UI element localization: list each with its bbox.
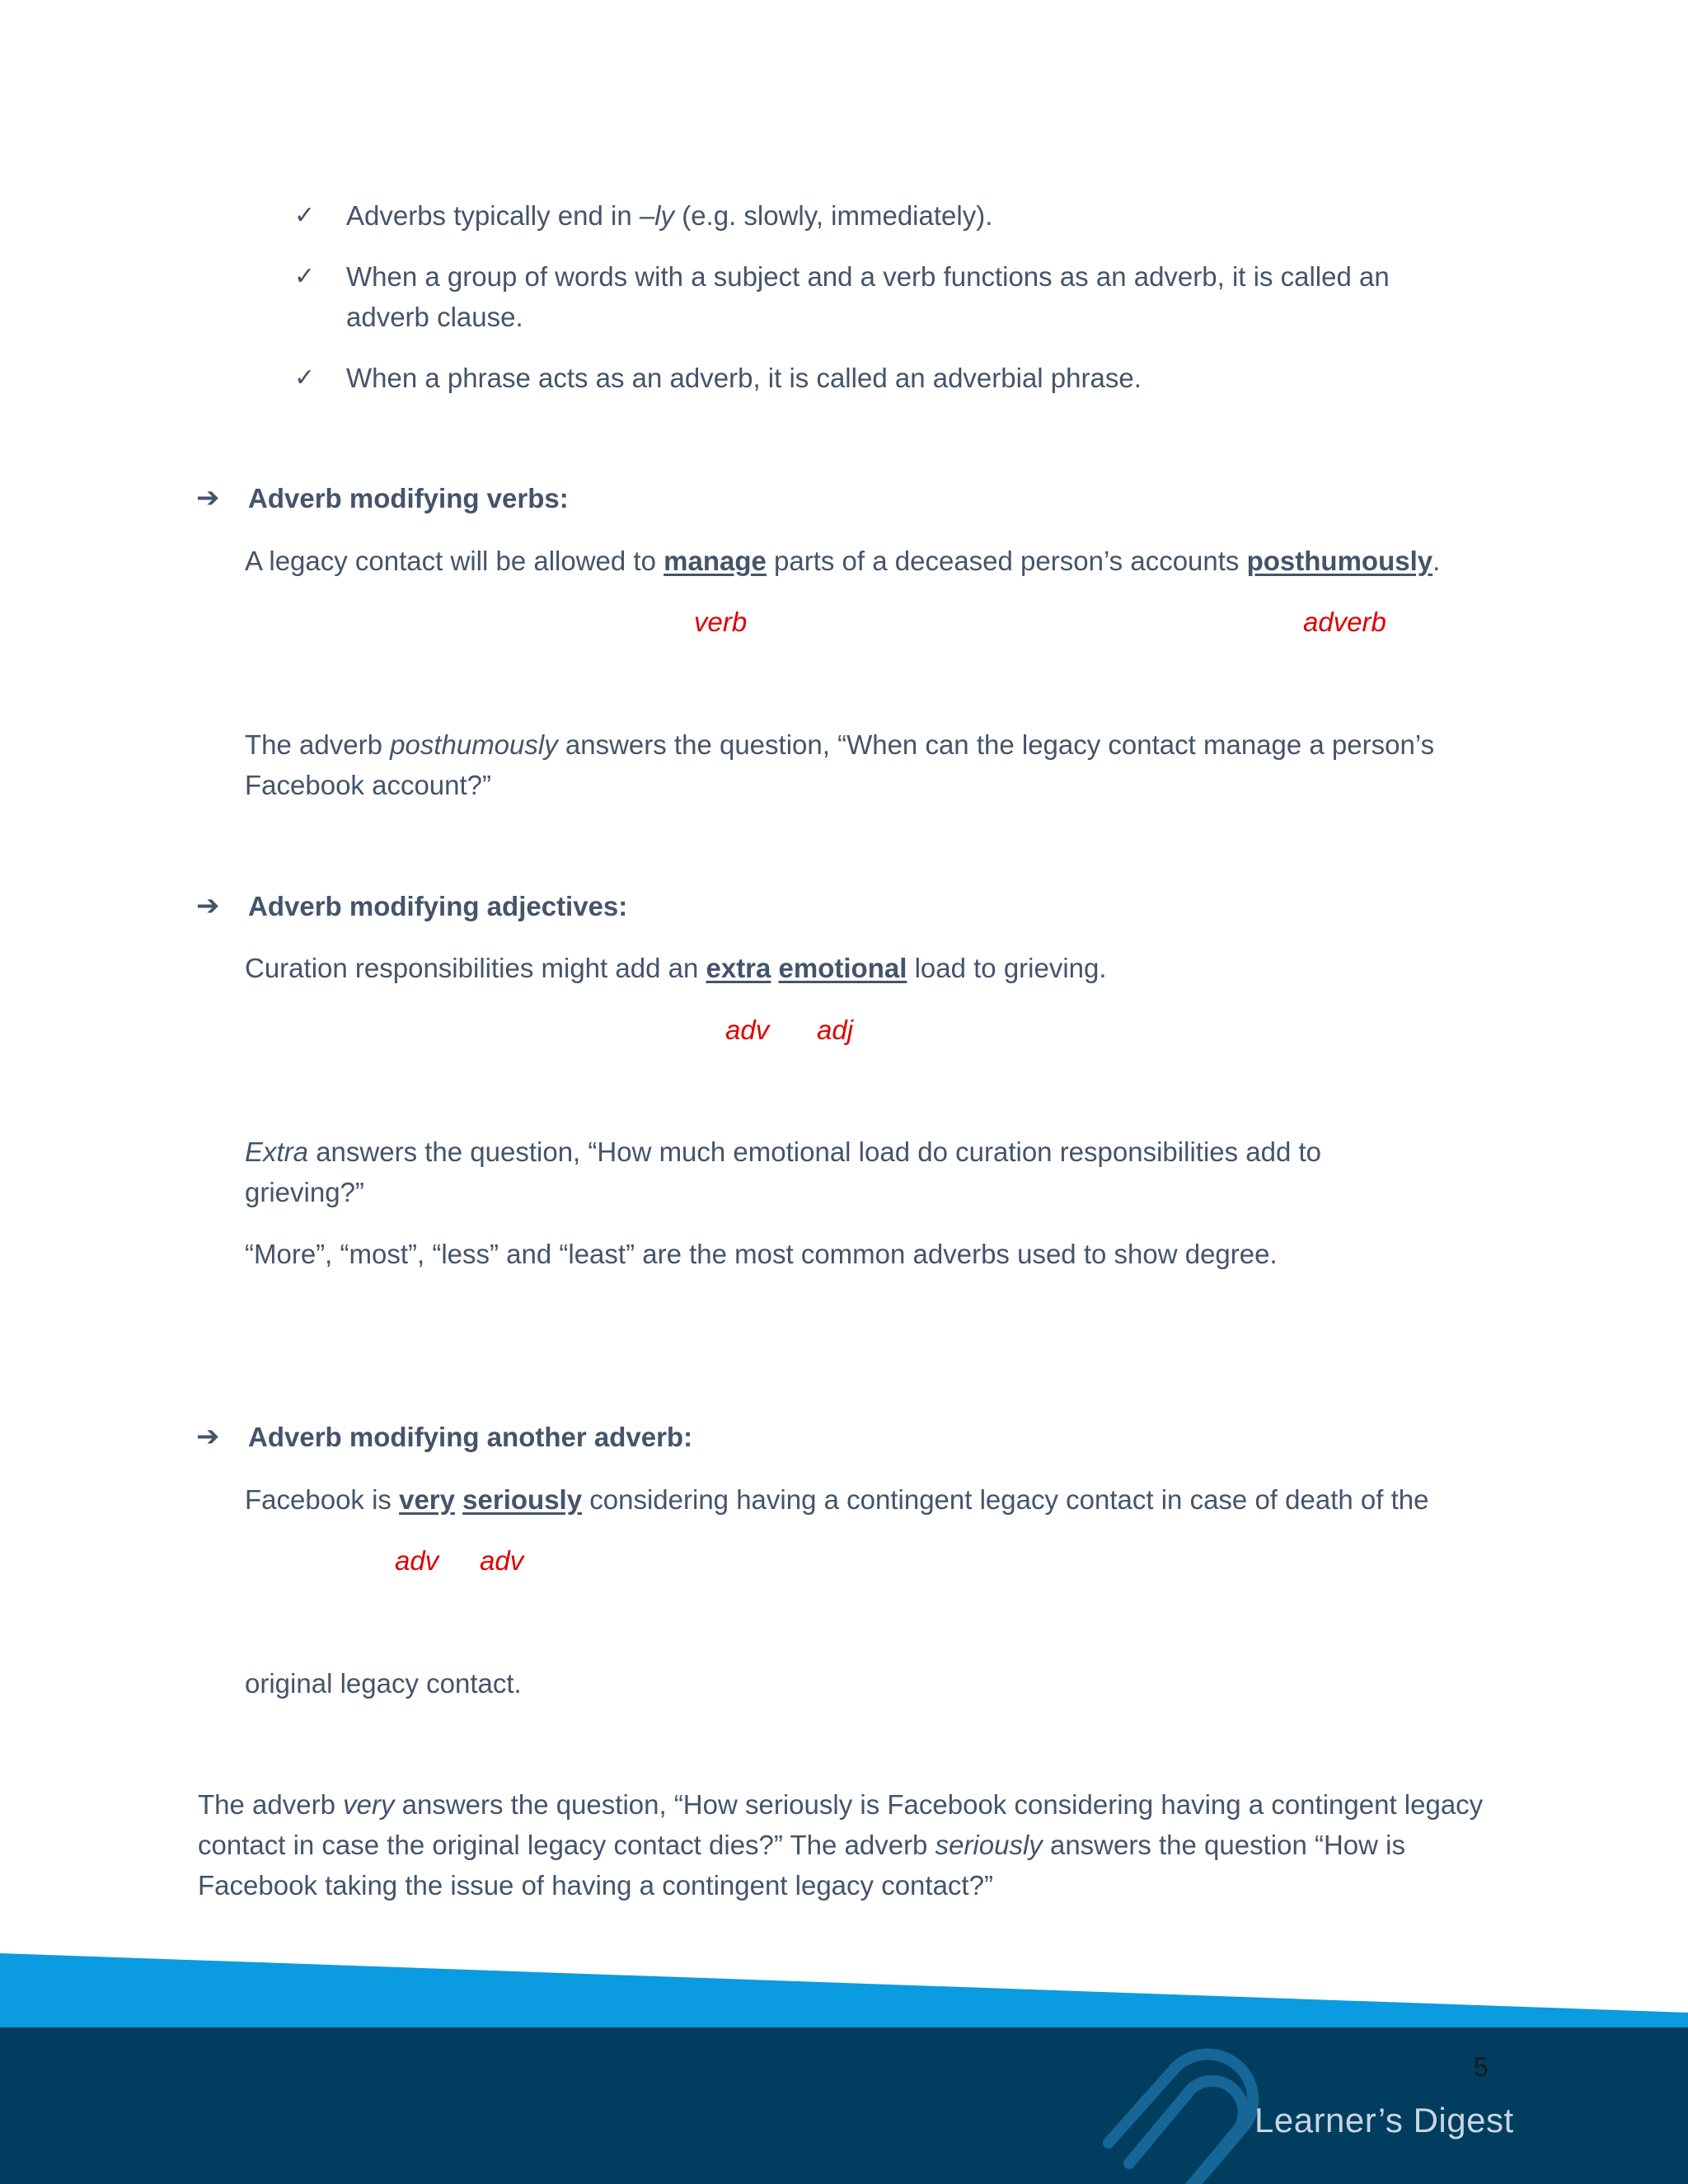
bullet-text: When a phrase acts as an adverb, it is called an adverbial phrase. xyxy=(346,363,1142,393)
underlined-word: posthumously xyxy=(1246,546,1433,576)
part-of-speech-label: adj xyxy=(817,1015,854,1045)
sentence-continuation: original legacy contact. xyxy=(245,1668,522,1699)
part-of-speech-label: adv xyxy=(395,1545,439,1576)
closing-paragraph: The adverb very answers the question, “How seriously is Facebook considering having a contingent legacy contact in case the original legacy contact dies?” The adverb seriously answers the question “How is Facebook taking the issue of having a contingent legacy contact?” xyxy=(198,1789,1484,1900)
example-sentence: Curation responsibilities might add an extra emotional load to grieving. xyxy=(245,953,1107,983)
part-of-speech-label: verb xyxy=(694,607,748,637)
arrow-right-icon: ➔ xyxy=(196,1420,220,1453)
check-mark-icon: ✓ xyxy=(294,201,316,230)
arrow-right-icon: ➔ xyxy=(196,889,220,922)
underlined-word: extra xyxy=(706,953,771,983)
part-of-speech-label: adverb xyxy=(1303,607,1386,637)
footer-band xyxy=(0,1953,1688,2184)
explanation: Extra answers the question, “How much emotional load do curation responsibilities add to grieving?” xyxy=(245,1137,1322,1207)
bullet-text: Adverbs typically end in –ly (e.g. slowly, immediately). xyxy=(346,200,993,231)
underlined-word: manage xyxy=(663,546,767,576)
brand-name: Learner’s Digest xyxy=(1254,2101,1514,2139)
degree-note: “More”, “most”, “less” and “least” are the most common adverbs used to show degree. xyxy=(245,1239,1278,1269)
arrow-right-icon: ➔ xyxy=(196,481,220,514)
page-number: 5 xyxy=(1474,2052,1489,2082)
underlined-word: very xyxy=(399,1484,455,1515)
check-mark-icon: ✓ xyxy=(294,262,316,291)
bullet-text: When a group of words with a subject and a verb functions as an adverb, it is called an adverb clause. xyxy=(346,261,1390,332)
part-of-speech-label: adv xyxy=(480,1545,524,1576)
underlined-word: seriously xyxy=(462,1484,583,1515)
example-sentence: Facebook is very seriously considering having a contingent legacy contact in case of death of the xyxy=(245,1484,1429,1515)
part-of-speech-label: adv xyxy=(725,1015,770,1045)
check-mark-icon: ✓ xyxy=(294,363,316,392)
underlined-word: emotional xyxy=(778,953,907,983)
example-sentence: A legacy contact will be allowed to manage parts of a deceased person’s accounts posthumously. xyxy=(245,546,1441,576)
explanation: The adverb posthumously answers the question, “When can the legacy contact manage a person’s Facebook account?” xyxy=(245,729,1435,800)
